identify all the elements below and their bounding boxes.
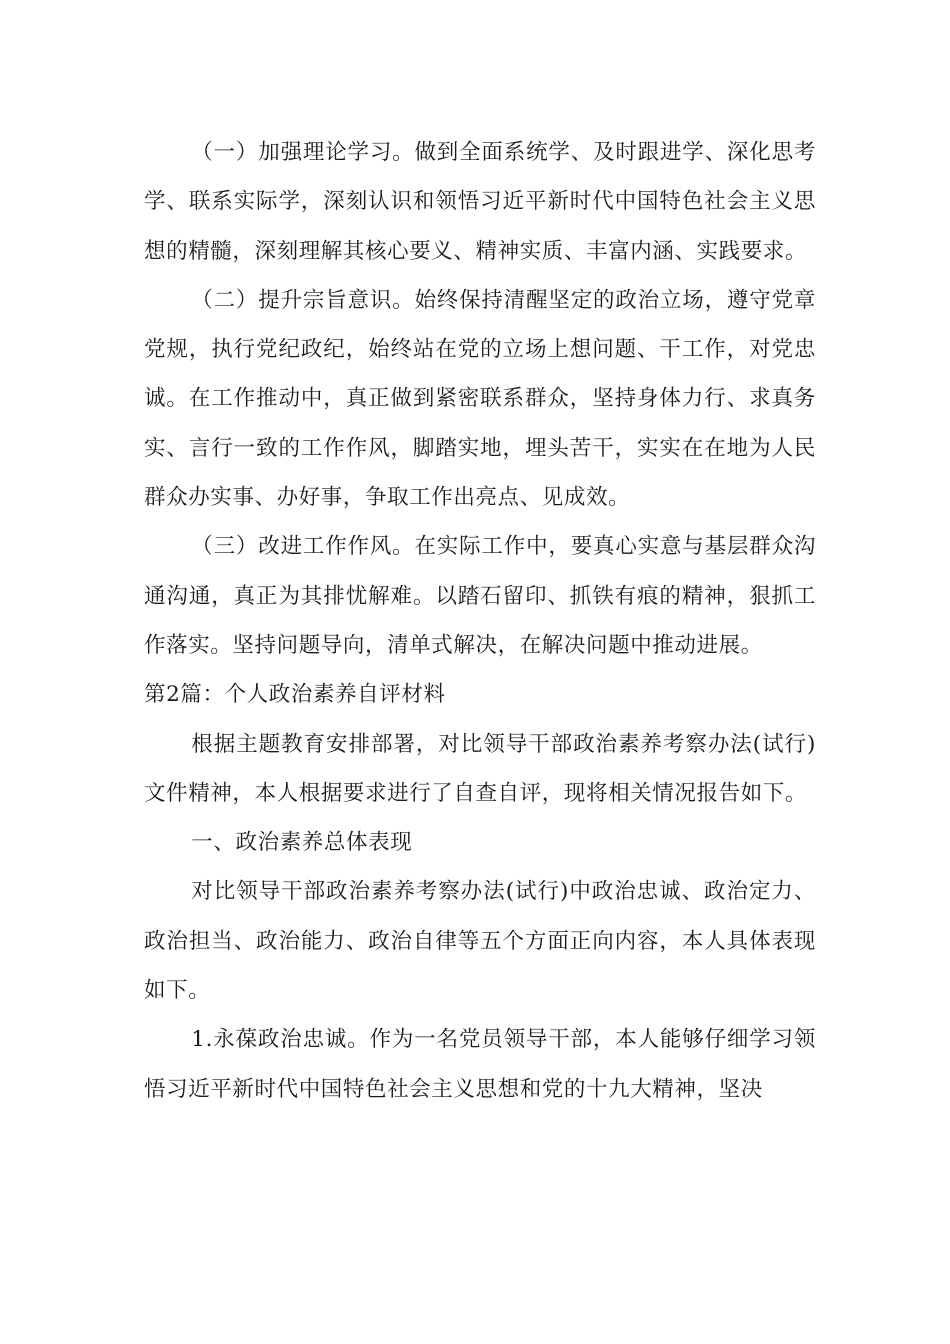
- paragraph-strengthen-theory-study: （一）加强理论学习。做到全面系统学、及时跟进学、深化思考学、联系实际学，深刻认识和领悟习近平新时代中国特色社会主义思想的精髓，深刻理解其核心要义、精神实质、丰富内涵、实践要求。: [144, 140, 816, 264]
- paragraph-five-aspects: 对比领导干部政治素养考察办法(试行)中政治忠诚、政治定力、政治担当、政治能力、政治自律等五个方面正向内容，本人具体表现如下。: [144, 879, 816, 1004]
- paragraph-political-loyalty: 1.永葆政治忠诚。作为一名党员领导干部，本人能够仔细学习领悟习近平新时代中国特色社会主义思想和党的十九大精神，坚决: [144, 1027, 816, 1102]
- section-heading-part-2: 第2篇：个人政治素养自评材料: [144, 682, 446, 708]
- subheading-overall-performance: 一、政治素养总体表现: [191, 830, 413, 856]
- document-body: [144, 128, 816, 1114]
- paragraph-introduction: 根据主题教育安排部署，对比领导干部政治素养考察办法(试行)文件精神，本人根据要求进行了自查自评，现将相关情况报告如下。: [144, 731, 816, 806]
- paragraph-enhance-purpose-awareness: （二）提升宗旨意识。始终保持清醒坚定的政治立场，遵守党章党规，执行党纪政纪，始终站在党的立场上想问题、干工作，对党忠诚。在工作推动中，真正做到紧密联系群众，坚持身体力行、求真务实、言行一致的工作作风，脚踏实地，埋头苦干，实实在在地为人民群众办实事、办好事，争取工作出亮点、见成效。: [144, 287, 816, 511]
- paragraph-improve-work-style: （三）改进工作作风。在实际工作中，要真心实意与基层群众沟通沟通，真正为其排忧解难。以踏石留印、抓铁有痕的精神，狠抓工作落实。坚持问题导向，清单式解决，在解决问题中推动进展。: [144, 534, 816, 658]
